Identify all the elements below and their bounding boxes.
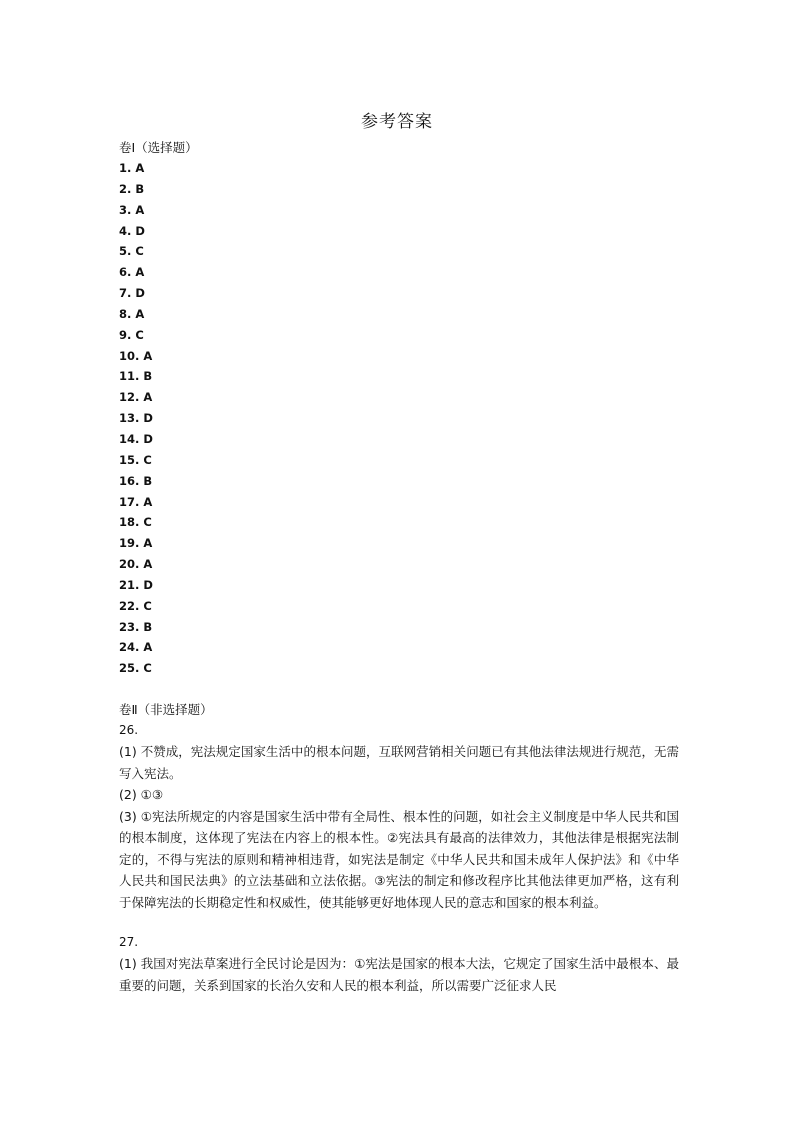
answer-item: 22. C: [119, 598, 152, 613]
answer-item: 12. A: [119, 390, 153, 405]
answer-item: 5. C: [119, 244, 144, 259]
answer-item: 10. A: [119, 348, 153, 363]
answer-item: 2. B: [119, 181, 145, 196]
answer-item: 21. D: [119, 577, 153, 592]
part1-heading: 卷Ⅰ（选择题）: [119, 140, 198, 155]
answer-item: 20. A: [119, 557, 153, 572]
answer-item: 17. A: [119, 494, 153, 509]
answer-item: 9. C: [119, 327, 144, 342]
question-27-number: 27.: [119, 935, 139, 950]
answer-item: 18. C: [119, 515, 152, 530]
answer-item: 14. D: [119, 431, 153, 446]
question-26-answer-2: (2) ①③: [119, 787, 164, 803]
question-26-answer-1: (1) 不赞成，宪法规定国家生活中的根本问题，互联网营销相关问题已有其他法律法规进行规范，无需写入宪法。: [119, 744, 679, 781]
answer-item: 19. A: [119, 536, 153, 551]
choice-answer-list: [119, 158, 679, 679]
answer-item: 7. D: [119, 286, 145, 301]
part2-heading: 卷Ⅱ（非选择题）: [119, 702, 213, 718]
answer-item: 11. B: [119, 369, 153, 384]
answer-item: 24. A: [119, 640, 153, 655]
answer-item: 25. C: [119, 661, 152, 676]
answer-item: 4. D: [119, 223, 145, 238]
section-spacer: [119, 913, 679, 932]
answer-item: 8. A: [119, 306, 145, 321]
question-26-answer-3: (3) ①宪法所规定的内容是国家生活中带有全局性、根本性的问题，如社会主义制度是中华人民共和国的根本制度，这体现了宪法在内容上的根本性。②宪法具有最高的法律效力，其他法律是根据宪法制定的，不得与宪法的原则和精神相违背，如宪法是制定《中华人民共和国未成年人保护法》和《中华人民共和国民法典》的立法基础和立法依据。③宪法的制定和修改程序比其他法律更加严格，这有利于保障宪法的长期稳定性和权威性，使其能够更好地体现人民的意志和国家的根本利益。: [119, 808, 679, 910]
question-27-answer-1: (1) 我国对宪法草案进行全民讨论是因为：①宪法是国家的根本大法，它规定了国家生活中最根本、最重要的问题，关系到国家的长治久安和人民的根本利益，所以需要广泛征求人民: [119, 956, 679, 993]
answer-item: 1. A: [119, 161, 145, 175]
answer-item: 13. D: [119, 411, 153, 426]
question-26-number: 26.: [119, 723, 139, 738]
answer-item: 15. C: [119, 452, 152, 467]
answer-item: 23. B: [119, 619, 153, 634]
answer-item: 16. B: [119, 473, 153, 488]
answer-item: 3. A: [119, 202, 145, 217]
answer-item: 6. A: [119, 265, 145, 280]
page-title: 参考答案: [361, 112, 433, 132]
document-body: [119, 138, 679, 996]
section-spacer: [119, 679, 679, 700]
